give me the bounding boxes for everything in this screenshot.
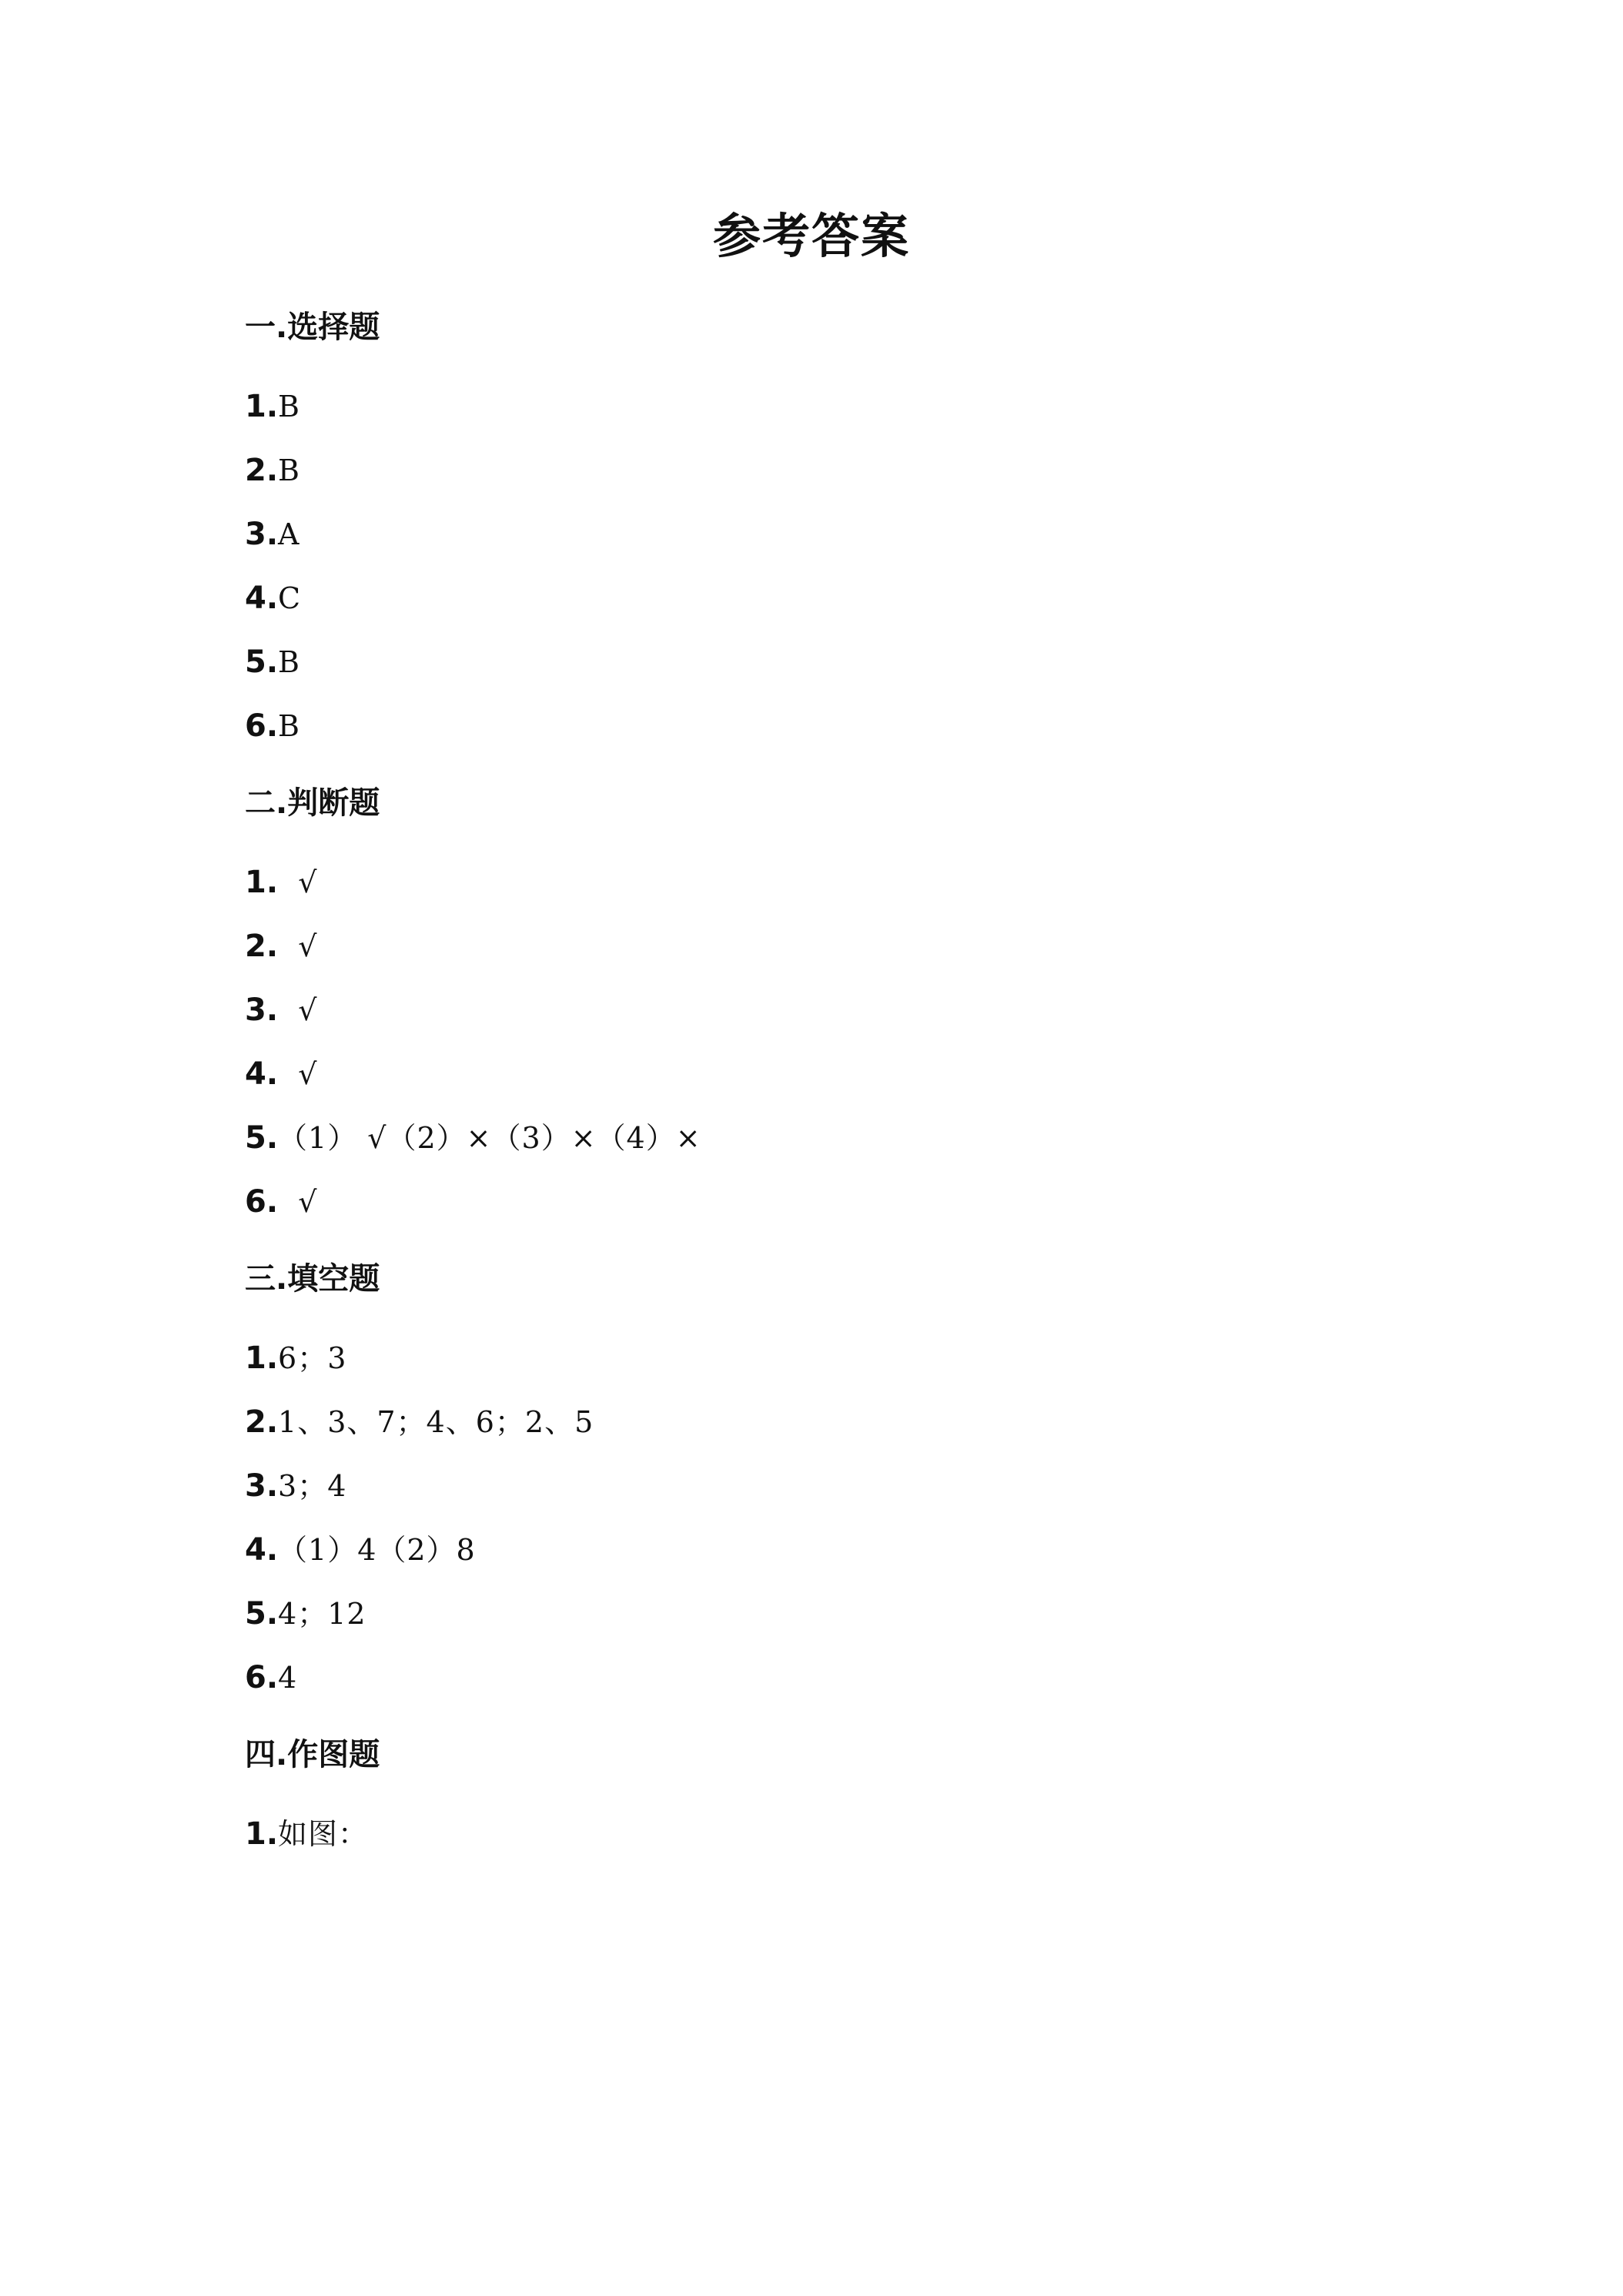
item-number: 3.: [245, 1468, 279, 1504]
section-heading-fill-blank: 三.填空题: [245, 1261, 380, 1297]
item-number: 3.: [245, 517, 279, 552]
answer-item: [245, 855, 317, 909]
item-number: 1.: [245, 865, 279, 900]
item-number: 2.: [245, 453, 279, 488]
item-number: 3.: [245, 992, 279, 1028]
answer-item: [245, 1459, 346, 1513]
answer-item: [245, 635, 300, 689]
item-number: 2.: [245, 1404, 279, 1440]
answer-item: [245, 571, 301, 625]
answer-item: [245, 1523, 476, 1577]
item-number: 2.: [245, 929, 279, 964]
item-answer: （1） √（2）×（3）×（4）×: [278, 1121, 701, 1155]
item-answer: √: [278, 929, 318, 963]
item-answer: √: [278, 865, 318, 899]
item-answer: √: [278, 1057, 318, 1091]
item-number: 6.: [245, 1184, 279, 1220]
answer-item: [245, 919, 317, 973]
item-number: 5.: [245, 1596, 279, 1632]
answer-item: [245, 443, 300, 497]
item-number: 5.: [245, 644, 279, 680]
item-answer: √: [278, 993, 318, 1027]
item-number: 4.: [245, 1532, 279, 1568]
section-heading-drawing: 四.作图题: [245, 1737, 380, 1772]
item-answer: （1）4（2）8: [278, 1533, 476, 1567]
item-answer: 3；4: [278, 1469, 347, 1503]
item-answer: B: [278, 709, 300, 743]
item-answer: 4: [278, 1661, 298, 1695]
item-answer: B: [278, 645, 300, 679]
item-number: 4.: [245, 1056, 279, 1092]
answer-item: [245, 1395, 594, 1449]
answer-item: [245, 1111, 701, 1165]
answer-item: [245, 507, 300, 561]
item-number: 1.: [245, 389, 279, 424]
item-number: 1.: [245, 1340, 279, 1376]
item-answer: 6；3: [278, 1341, 347, 1375]
item-answer: √: [278, 1185, 318, 1219]
answer-item: [245, 1651, 297, 1705]
item-number: 5.: [245, 1120, 279, 1156]
page-title: 参考答案: [712, 208, 910, 264]
item-number: 4.: [245, 581, 279, 616]
answer-item: [245, 983, 317, 1037]
answer-item: [245, 1175, 317, 1229]
item-number: 1.: [245, 1816, 279, 1852]
answer-item: [245, 1587, 366, 1641]
item-number: 6.: [245, 1660, 279, 1695]
answer-item: [245, 380, 300, 433]
item-answer: B: [278, 390, 300, 423]
item-answer: 4；12: [278, 1597, 366, 1631]
answer-item: [245, 1807, 368, 1861]
item-answer: 1、3、7；4、6；2、5: [278, 1405, 594, 1439]
section-heading-choice: 一.选择题: [245, 310, 380, 345]
section-heading-judgement: 二.判断题: [245, 785, 380, 821]
answer-item: [245, 1047, 317, 1101]
item-answer: B: [278, 454, 300, 487]
item-answer: C: [278, 581, 302, 615]
item-number: 6.: [245, 708, 279, 744]
item-answer: A: [278, 517, 300, 551]
answer-item: [245, 699, 300, 753]
answer-item: [245, 1331, 346, 1385]
item-answer: 如图：: [278, 1817, 369, 1851]
